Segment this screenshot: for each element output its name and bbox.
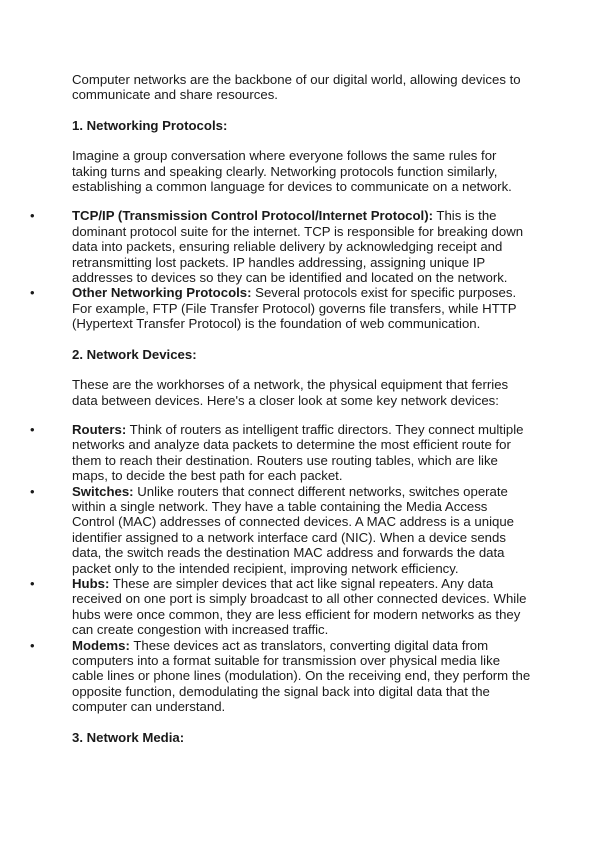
list-item-text: This is the dominant protocol suite for the internet. TCP is responsible for breaking down data into packets, ensuring reliable delivery by acknowledging receipt and retransmitting lost packets. IP handles addressing, assigning unique IP addresses to devices so they can be identified and located on the network. (72, 208, 524, 286)
list-item-term: Hubs: (72, 575, 110, 591)
list-item-term: Switches: (72, 483, 134, 499)
section-heading-network-media: 3. Network Media: (72, 729, 185, 745)
list-item-text: Unlike routers that connect different networks, switches operate within a single network. They have a table containing the Media Access Control (MAC) addresses of connected devices. A MAC address is a unique identifier assigned to a network interface card (NIC). When a device sends data, the switch reads the destination MAC address and forwards the data packet only to the intended recipient, improving network efficiency. (72, 483, 514, 576)
list-item-term: TCP/IP (Transmission Control Protocol/Internet Protocol): (72, 208, 433, 224)
list-item-text: These devices act as translators, converting digital data from computers into a format suitable for transmission over physical media like cable lines or phone lines (modulation). On the receiving end, they perform the opposite function, demodulating the signal back into digital data that the computer can understand. (72, 637, 531, 715)
list-item (30, 575, 532, 638)
bullet-icon: • (30, 208, 35, 224)
list-item (30, 208, 532, 286)
list-item-term: Modems: (72, 637, 130, 653)
bullet-icon: • (30, 421, 35, 437)
intro-paragraph: Computer networks are the backbone of our digital world, allowing devices to communicate and share resources. (72, 72, 521, 103)
list-item (30, 637, 532, 715)
document-page (30, 72, 532, 760)
list-item (30, 483, 532, 576)
list-item-term: Routers: (72, 421, 127, 437)
bullet-list-protocols (30, 208, 532, 332)
bullet-icon: • (30, 285, 35, 301)
list-item-text: Several protocols exist for specific purposes. For example, FTP (File Transfer Protocol) governs file transfers, while HTTP (Hypertext Transfer Protocol) is the foundation of web communication. (72, 285, 517, 332)
list-item-text: These are simpler devices that act like signal repeaters. Any data received on one port is simply broadcast to all other connected devices. While hubs were once common, they are less efficient for modern networks as they can create congestion with increased traffic. (72, 575, 527, 638)
list-item (30, 421, 532, 484)
section-heading-networking-protocols: 1. Networking Protocols: (72, 117, 228, 133)
list-item (30, 285, 532, 332)
bullet-icon: • (30, 483, 35, 499)
section-heading-network-devices: 2. Network Devices: (72, 346, 197, 362)
list-item-term: Other Networking Protocols: (72, 285, 252, 301)
list-item-text: Think of routers as intelligent traffic directors. They connect multiple networks and analyze data packets to determine the most efficient route for them to reach their destination. Routers use routing tables, which are like maps, to decide the best path for each packet. (72, 421, 524, 484)
section-paragraph-network-devices: These are the workhorses of a network, the physical equipment that ferries data between devices. Here's a closer look at some key network devices: (72, 377, 509, 408)
bullet-icon: • (30, 637, 35, 653)
bullet-list-devices (30, 421, 532, 715)
bullet-icon: • (30, 575, 35, 591)
section-paragraph-networking-protocols: Imagine a group conversation where everyone follows the same rules for taking turns and speaking clearly. Networking protocols function similarly, establishing a common language for devices to communicate on a network. (72, 148, 512, 195)
